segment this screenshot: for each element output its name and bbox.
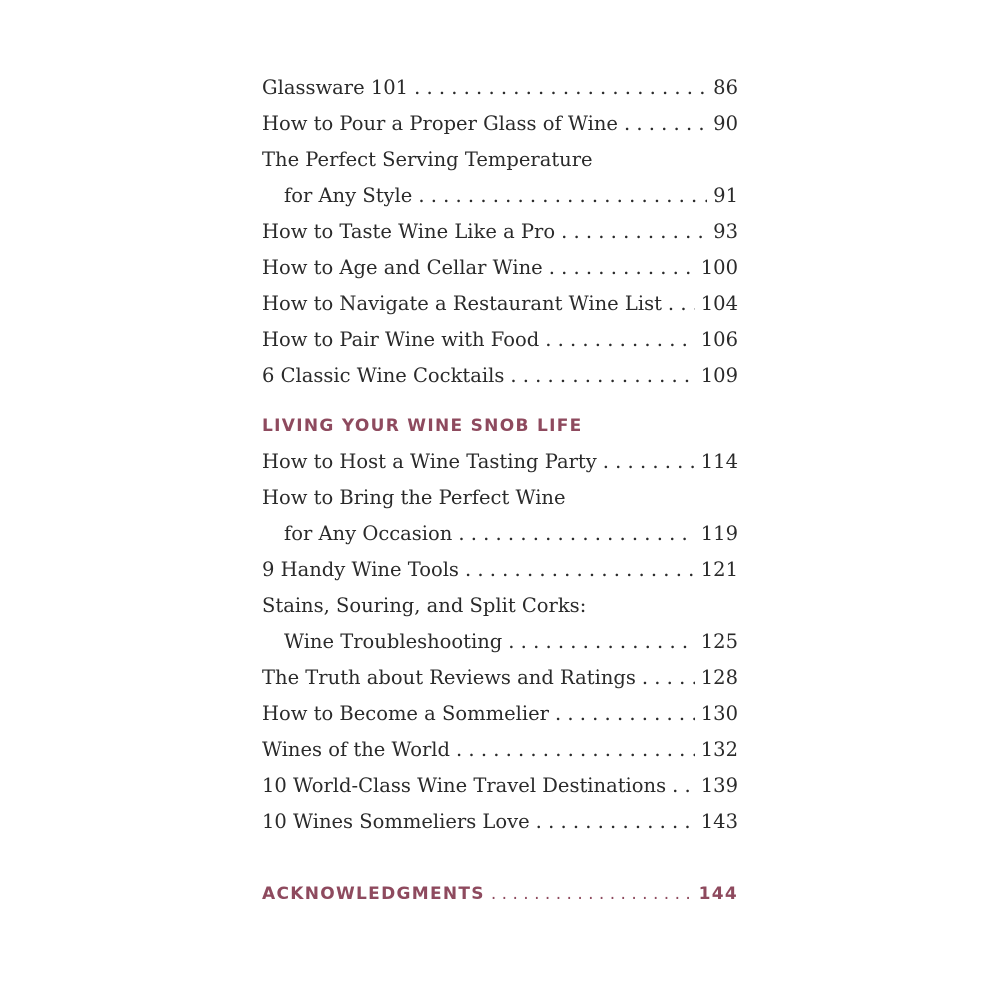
toc-entry-title: How to Age and Cellar Wine bbox=[262, 256, 543, 279]
toc-entry-title: The Perfect Serving Temperature bbox=[262, 148, 593, 171]
toc-entry-title: How to Pour a Proper Glass of Wine bbox=[262, 112, 618, 135]
toc-entry-continuation[interactable] bbox=[262, 516, 738, 552]
toc-entry[interactable] bbox=[262, 106, 738, 142]
toc-entry-title: 10 Wines Sommeliers Love bbox=[262, 810, 530, 833]
toc-entry-page: 86 bbox=[713, 76, 738, 99]
toc-entry-continuation[interactable] bbox=[262, 178, 738, 214]
dot-leader bbox=[668, 286, 695, 322]
toc-entry-title: How to Become a Sommelier bbox=[262, 702, 549, 725]
dot-leader bbox=[508, 624, 694, 660]
toc-entry-title: for Any Style bbox=[284, 184, 413, 207]
dot-leader bbox=[545, 322, 695, 358]
dot-leader bbox=[642, 660, 695, 696]
toc-entry-page: 143 bbox=[700, 810, 738, 833]
toc-entry-title: Wine Troubleshooting bbox=[284, 630, 503, 653]
toc-entry[interactable] bbox=[262, 142, 738, 178]
toc-entry[interactable] bbox=[262, 358, 738, 394]
dot-leader bbox=[555, 696, 695, 732]
toc-entry-title: How to Pair Wine with Food bbox=[262, 328, 540, 351]
toc-entry[interactable] bbox=[262, 286, 738, 322]
toc-entry-title: Glassware 101 bbox=[262, 76, 409, 99]
dot-leader bbox=[456, 732, 695, 768]
toc-entry-page: 104 bbox=[700, 292, 738, 315]
toc-entry-page: 114 bbox=[700, 450, 738, 473]
toc-entry[interactable] bbox=[262, 214, 738, 250]
toc-entry-page: 100 bbox=[700, 256, 738, 279]
toc-entry-title: How to Navigate a Restaurant Wine List bbox=[262, 292, 662, 315]
toc-entry[interactable] bbox=[262, 480, 738, 516]
toc-entry[interactable] bbox=[262, 70, 738, 106]
toc-entry-page: 121 bbox=[700, 558, 738, 581]
toc-entry-page: 128 bbox=[700, 666, 738, 689]
toc-entry-page: 106 bbox=[700, 328, 738, 351]
toc-entry-page: 109 bbox=[700, 364, 738, 387]
dot-leader bbox=[549, 250, 695, 286]
toc-entry[interactable] bbox=[262, 696, 738, 732]
toc-entry-continuation[interactable] bbox=[262, 624, 738, 660]
dot-leader bbox=[414, 70, 707, 106]
toc-entry-title: How to Taste Wine Like a Pro bbox=[262, 220, 556, 243]
toc-entry[interactable] bbox=[262, 588, 738, 624]
toc-entry-title: The Truth about Reviews and Ratings bbox=[262, 666, 636, 689]
dot-leader bbox=[510, 358, 694, 394]
section-heading: LIVING YOUR WINE SNOB LIFE bbox=[262, 416, 583, 436]
acknowledgments-page: 144 bbox=[698, 884, 738, 904]
toc-entry-title: for Any Occasion bbox=[284, 522, 453, 545]
toc-entry-page: 93 bbox=[713, 220, 738, 243]
dot-leader bbox=[561, 214, 707, 250]
dot-leader bbox=[418, 178, 707, 214]
dot-leader bbox=[465, 552, 695, 588]
dot-leader bbox=[603, 444, 695, 480]
table-of-contents bbox=[262, 70, 738, 912]
toc-entry[interactable] bbox=[262, 552, 738, 588]
toc-entry[interactable] bbox=[262, 660, 738, 696]
toc-entry[interactable] bbox=[262, 768, 738, 804]
toc-entry-title: 6 Classic Wine Cocktails bbox=[262, 364, 505, 387]
dot-leader bbox=[491, 876, 693, 912]
toc-entry[interactable] bbox=[262, 732, 738, 768]
toc-entry-page: 125 bbox=[700, 630, 738, 653]
toc-entry-title: How to Bring the Perfect Wine bbox=[262, 486, 566, 509]
toc-entry-page: 130 bbox=[700, 702, 738, 725]
toc-entry[interactable] bbox=[262, 444, 738, 480]
dot-leader bbox=[536, 804, 695, 840]
toc-entry-page: 132 bbox=[700, 738, 738, 761]
acknowledgments-title: ACKNOWLEDGMENTS bbox=[262, 884, 485, 904]
toc-entry-page: 90 bbox=[713, 112, 738, 135]
dot-leader bbox=[624, 106, 707, 142]
toc-entry[interactable] bbox=[262, 804, 738, 840]
toc-entry[interactable] bbox=[262, 322, 738, 358]
toc-entry-title: How to Host a Wine Tasting Party bbox=[262, 450, 597, 473]
dot-leader bbox=[672, 768, 695, 804]
toc-entry-title: Wines of the World bbox=[262, 738, 451, 761]
toc-entry-title: Stains, Souring, and Split Corks: bbox=[262, 594, 587, 617]
dot-leader bbox=[458, 516, 694, 552]
toc-entry-page: 139 bbox=[700, 774, 738, 797]
toc-entry-page: 91 bbox=[713, 184, 738, 207]
toc-entry-acknowledgments[interactable] bbox=[262, 876, 738, 912]
toc-entry-title: 10 World-Class Wine Travel Destinations bbox=[262, 774, 667, 797]
toc-entry[interactable] bbox=[262, 250, 738, 286]
toc-entry-page: 119 bbox=[700, 522, 738, 545]
toc-entry-title: 9 Handy Wine Tools bbox=[262, 558, 459, 581]
